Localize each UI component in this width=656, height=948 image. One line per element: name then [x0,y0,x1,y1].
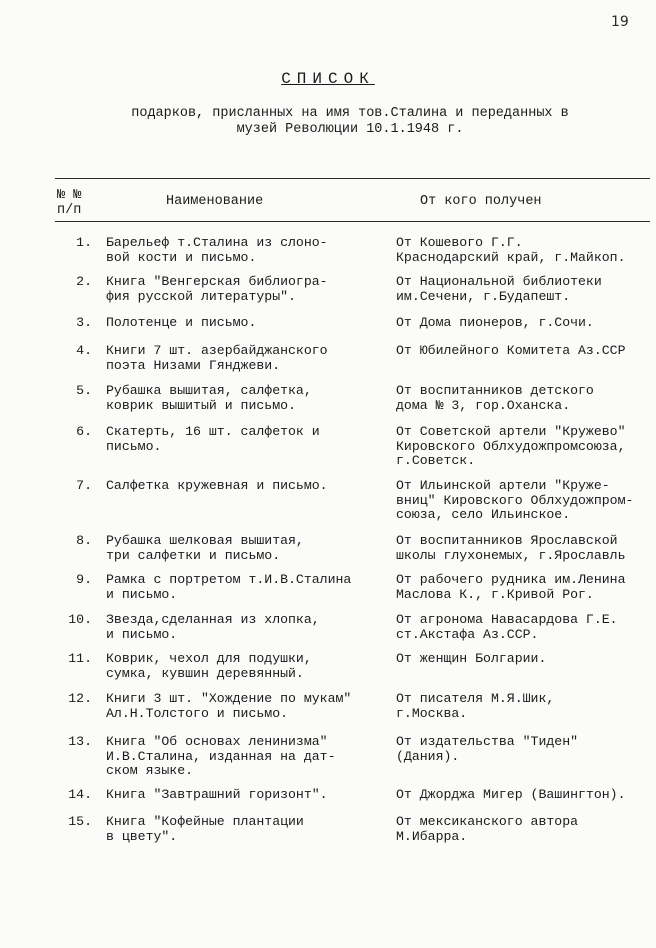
item-number: 8. [76,533,92,548]
item-sender: От Ильинской артели "Круже- вниц" Кировского Облхудожпром- союза, село Ильинское. [396,478,634,522]
item-sender: От воспитанников Ярославской школы глухонемых, г.Ярославль [396,533,626,563]
item-sender: От агронома Навасардова Г.Е. ст.Акстафа Аз.ССР. [396,612,618,642]
item-number: 13. [68,734,92,749]
document-title: СПИСОК [281,70,375,88]
item-number: 4. [76,343,92,358]
item-name: Салфетка кружевная и письмо. [106,478,328,493]
item-name: Коврик, чехол для подушки, сумка, кувшин деревянный. [106,651,312,681]
item-number: 10. [68,612,92,627]
item-name: Книга "Кофейные плантации в цвету". [106,814,304,844]
item-number: 5. [76,383,92,398]
header-name: Наименование [166,194,264,209]
table-header-rule [55,221,650,222]
item-sender: От Национальной библиотеки им.Сечени, г.Будапешт. [396,274,602,304]
item-number: 1. [76,235,92,250]
item-name: Барельеф т.Сталина из слоно- вой кости и письмо. [106,235,328,265]
item-sender: От мексиканского автора М.Ибарра. [396,814,579,844]
item-sender: От Дома пионеров, г.Сочи. [396,315,594,330]
item-name: Рубашка вышитая, салфетка, коврик вышитый и письмо. [106,383,312,413]
item-number: 12. [68,691,92,706]
item-number: 15. [68,814,92,829]
header-number: № № п/п [57,188,82,218]
document-subtitle: подарков, присланных на имя тов.Сталина и переданных в музей Революции 10.1.1948 г. [131,106,569,137]
item-number: 3. [76,315,92,330]
item-name: Книга "Венгерская библиогра- фия русской литературы". [106,274,328,304]
item-number: 14. [68,787,92,802]
item-name: Книга "Об основах ленинизма" И.В.Сталина, изданная на дат- ском языке. [106,734,336,778]
item-name: Книги 3 шт. "Хождение по мукам" Ал.Н.Толстого и письмо. [106,691,352,721]
item-number: 2. [76,274,92,289]
page-number: 19 [611,14,629,30]
item-number: 7. [76,478,92,493]
item-name: Звезда,сделанная из хлопка, и письмо. [106,612,320,642]
item-name: Книга "Завтрашний горизонт". [106,787,328,802]
item-sender: От издательства "Тиден" (Дания). [396,734,579,764]
item-sender: От Кошевого Г.Г. Краснодарский край, г.Майкоп. [396,235,626,265]
item-number: 11. [68,651,92,666]
item-sender: От женщин Болгарии. [396,651,547,666]
item-name: Книги 7 шт. азербайджанского поэта Низами Гянджеви. [106,343,328,373]
item-sender: От воспитанников детского дома № 3, гор.Оханска. [396,383,594,413]
item-name: Полотенце и письмо. [106,315,257,330]
item-sender: От Джорджа Мигер (Вашингтон). [396,787,626,802]
item-number: 9. [76,572,92,587]
header-from: От кого получен [420,194,542,209]
item-name: Рубашка шелковая вышитая, три салфетки и письмо. [106,533,304,563]
item-number: 6. [76,424,92,439]
item-sender: От писателя М.Я.Шик, г.Москва. [396,691,555,721]
item-sender: От Советской артели "Кружево" Кировского Облхудожпромсоюза, г.Советск. [396,424,626,468]
item-name: Скатерть, 16 шт. салфеток и письмо. [106,424,320,454]
item-name: Рамка с портретом т.И.В.Сталина и письмо. [106,572,352,602]
item-sender: От рабочего рудника им.Ленина Маслова К., г.Кривой Рог. [396,572,626,602]
item-sender: От Юбилейного Комитета Аз.ССР [396,343,626,358]
table-top-rule [55,178,650,179]
